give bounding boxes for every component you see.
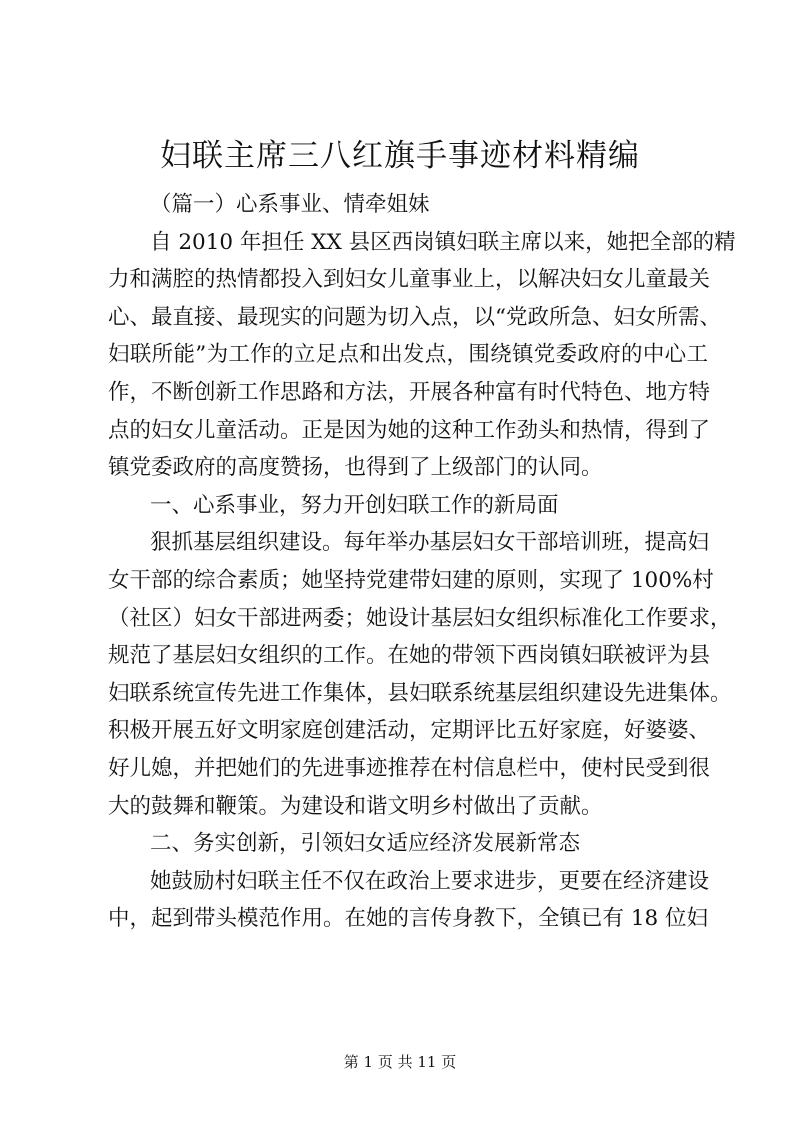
text-line: 心、最直接、最现实的问题为切入点，以“党政所急、妇女所需、: [108, 304, 721, 330]
text-line: 自 2010 年担任 XX 县区西岗镇妇联主席以来，她把全部的精: [150, 229, 736, 255]
text-line: 她鼓励村妇联主任不仅在政治上要求进步，更要在经济建设: [150, 868, 710, 894]
text-line: 妇联系统宣传先进工作集体，县妇联系统基层组织建设先进集体。: [108, 680, 732, 706]
text-line: 一、心系事业，努力开创妇联工作的新局面: [150, 492, 559, 518]
text-line: 妇联所能”为工作的立足点和出发点，围绕镇党委政府的中心工: [108, 342, 708, 368]
text-line: （社区）妇女干部进两委；她设计基层妇女组织标准化工作要求，: [108, 605, 732, 631]
text-line: 二、务实创新，引领妇女适应经济发展新常态: [150, 831, 581, 857]
text-line: 力和满腔的热情都投入到妇女儿童事业上，以解决妇女儿童最关: [108, 267, 711, 293]
document-body: [108, 186, 736, 938]
text-line: 好儿媳，并把她们的先进事迹推荐在村信息栏中，使村民受到很: [108, 755, 711, 781]
text-line: 积极开展五好文明家庭创建活动，定期评比五好家庭，好婆婆、: [108, 718, 711, 744]
page-number-footer: 第 1 页 共 11 页: [343, 1053, 457, 1071]
text-line: 规范了基层妇女组织的工作。在她的带领下西岗镇妇联被评为县: [108, 643, 711, 669]
text-line: 狠抓基层组织建设。每年举办基层妇女干部培训班，提高妇: [150, 530, 710, 556]
text-line: 女干部的综合素质；她坚持党建带妇建的原则，实现了 100%村: [108, 567, 714, 593]
text-line: 大的鼓舞和鞭策。为建设和谐文明乡村做出了贡献。: [108, 793, 603, 819]
document-title: 妇联主席三八红旗手事迹材料精编: [160, 138, 640, 174]
text-line: 点的妇女儿童活动。正是因为她的这种工作劲头和热情，得到了: [108, 417, 711, 443]
text-line: （篇一）心系事业、情牵姐妹: [150, 192, 430, 217]
text-line: 作，不断创新工作思路和方法，开展各种富有时代特色、地方特: [108, 379, 711, 405]
text-line: 镇党委政府的高度赞扬，也得到了上级部门的认同。: [108, 455, 603, 481]
text-line: 中，起到带头模范作用。在她的言传身教下，全镇已有 18 位妇: [108, 906, 709, 932]
